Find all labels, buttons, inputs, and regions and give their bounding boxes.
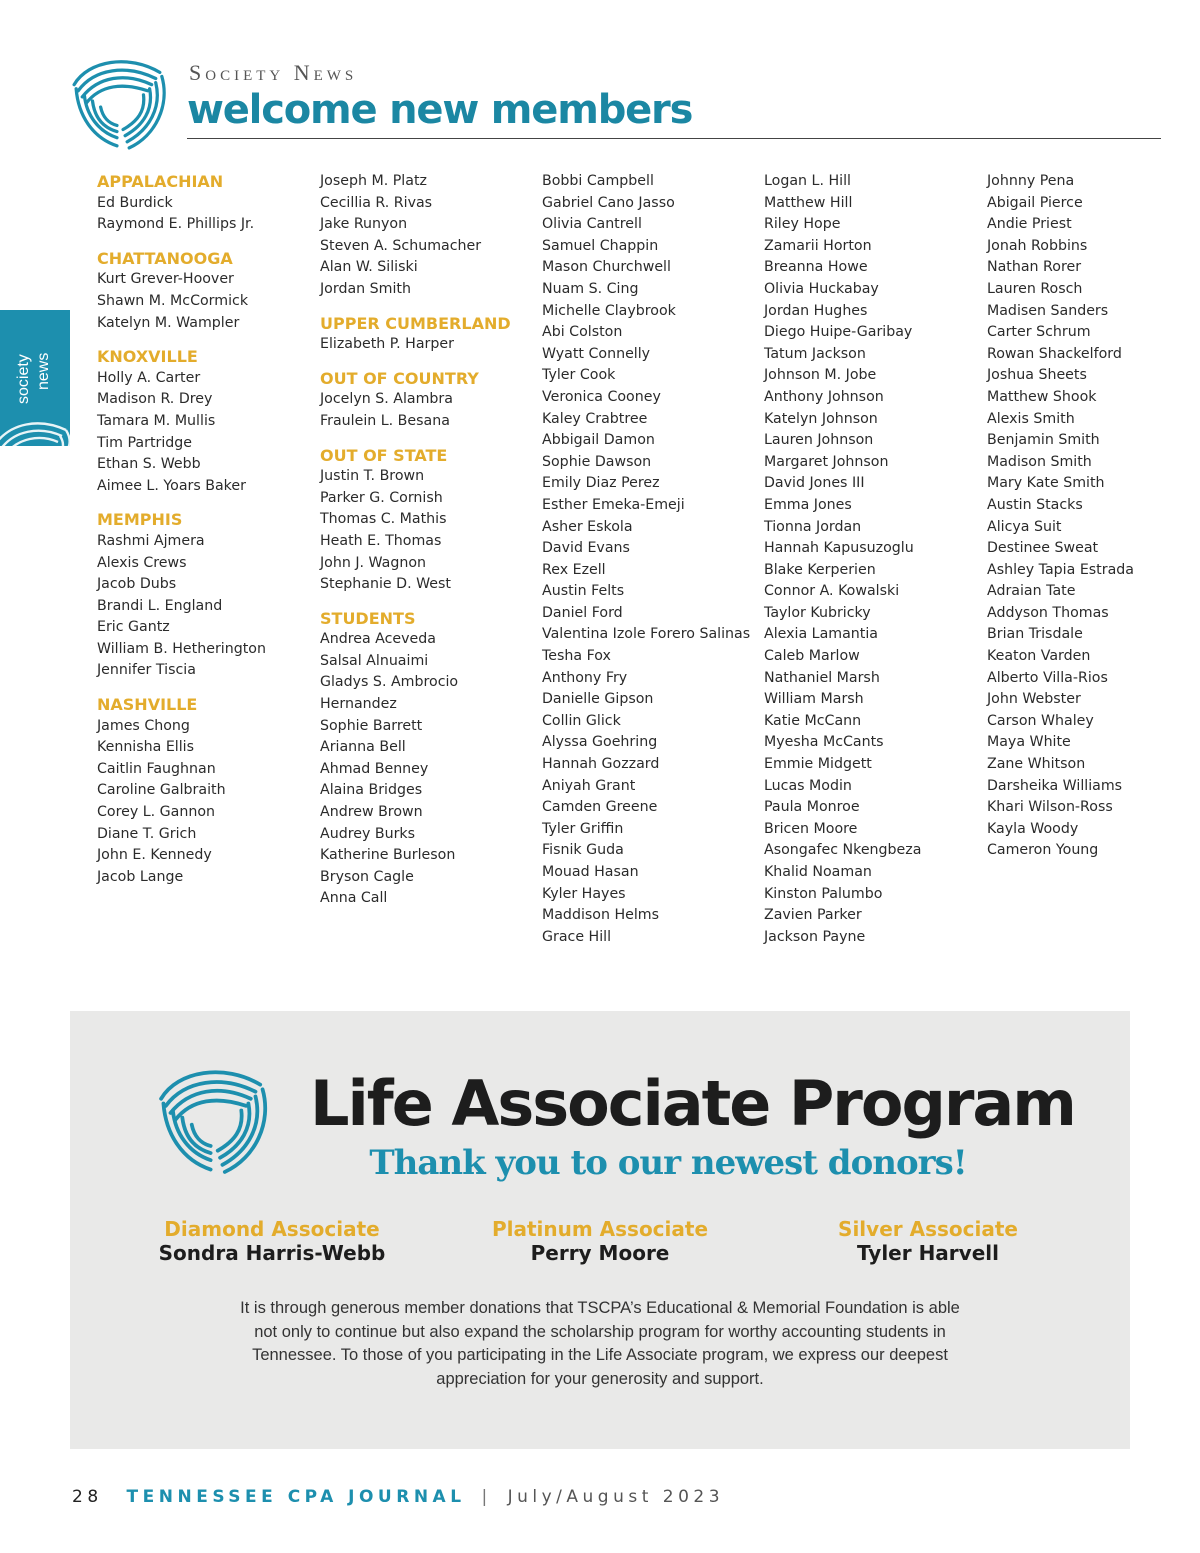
member-name: Valentina Izole Forero Salinas — [542, 626, 751, 643]
associate-diamond — [112, 1217, 432, 1265]
member-name: Gladys S. Ambrocio — [320, 674, 459, 691]
member-name: Collin Glick — [542, 712, 621, 729]
associate-name: Sondra Harris-Webb — [158, 1241, 386, 1265]
member-name: Heath E. Thomas — [320, 532, 442, 549]
member-name: Madison Smith — [987, 453, 1092, 470]
member-name: Lauren Rosch — [987, 280, 1083, 297]
member-name: Caleb Marlow — [764, 648, 860, 665]
member-name: Johnson M. Jobe — [764, 367, 877, 384]
associate-level: Silver Associate — [838, 1217, 1018, 1241]
page-footer — [72, 1487, 724, 1507]
page-number: 28 — [72, 1487, 103, 1507]
member-name: Cecillia R. Rivas — [320, 194, 433, 211]
member-name: Anna Call — [320, 890, 388, 907]
member-name: Nuam S. Cing — [542, 280, 639, 297]
member-name: Brandi L. England — [97, 597, 223, 614]
member-name: Ed Burdick — [97, 194, 173, 211]
member-name: Bryson Cagle — [320, 868, 414, 885]
member-column-3 — [542, 171, 757, 948]
group-heading: CHATTANOOGA — [97, 248, 233, 268]
member-name: Kurt Grever-Hoover — [97, 271, 234, 288]
journal-name: TENNESSEE CPA JOURNAL — [126, 1487, 466, 1507]
member-group — [987, 171, 1200, 862]
member-name: Anthony Fry — [542, 669, 628, 686]
member-name: Carter Schrum — [987, 324, 1091, 341]
member-name: Connor A. Kowalski — [764, 583, 900, 600]
member-name: Salsal Alnuaimi — [320, 652, 429, 669]
member-name: Zavien Parker — [764, 907, 862, 924]
member-name: Myesha McCants — [764, 734, 884, 751]
member-name: Zamarii Horton — [764, 237, 872, 254]
member-column-2 — [320, 171, 535, 910]
member-name: Sophie Barrett — [320, 717, 423, 734]
member-name: Justin T. Brown — [320, 468, 425, 485]
group-heading: KNOXVILLE — [97, 347, 198, 367]
life-associate-panel — [70, 1011, 1130, 1449]
member-name: Madisen Sanders — [987, 302, 1109, 319]
member-name: Maddison Helms — [542, 907, 660, 924]
member-name: Asongafec Nkengbeza — [764, 842, 922, 859]
member-name: Katelyn Johnson — [764, 410, 878, 427]
member-name: Kinston Palumbo — [764, 885, 883, 902]
member-name: Abigail Pierce — [987, 194, 1083, 211]
page-title: welcome new members — [187, 87, 693, 133]
member-name: Alexis Smith — [987, 410, 1075, 427]
member-column-1 — [97, 171, 312, 888]
member-name: John E. Kennedy — [97, 847, 212, 864]
member-name: Jordan Smith — [320, 280, 411, 297]
member-name: Asher Eskola — [542, 518, 633, 535]
member-name: Gabriel Cano Jasso — [542, 194, 675, 211]
member-name: David Jones III — [764, 475, 865, 492]
member-name: Katelyn M. Wampler — [97, 314, 240, 331]
member-name: Jonah Robbins — [987, 237, 1088, 254]
member-name: Zane Whitson — [987, 756, 1086, 773]
member-group — [320, 313, 535, 356]
appreciation-text: It is through generous member donations that TSCPA’s Educational & Memorial Foundation is able not only to continue but also expand the scholarship program for worthy accounting students in Tennessee. To those of you participating in the Life Associate program, we express our deepest appreciation for your generosity and support. — [240, 1299, 960, 1389]
issue-date: July/August 2023 — [507, 1487, 725, 1507]
member-name: Caitlin Faughnan — [97, 760, 216, 777]
group-heading: OUT OF STATE — [320, 445, 448, 465]
member-name: Margaret Johnson — [764, 453, 889, 470]
member-name: Logan L. Hill — [764, 173, 851, 189]
member-name: Matthew Shook — [987, 388, 1097, 405]
member-name: Lucas Modin — [764, 777, 852, 794]
member-name: Jacob Dubs — [97, 576, 177, 593]
member-name: Jordan Hughes — [764, 302, 868, 319]
member-name: Riley Hope — [764, 216, 841, 233]
section-kicker: Society News — [189, 60, 358, 85]
member-group — [542, 171, 757, 948]
member-name: Kyler Hayes — [542, 885, 626, 902]
member-name: Alexis Crews — [97, 554, 187, 571]
member-name: William B. Hetherington — [97, 640, 266, 657]
tscpa-logo-icon — [68, 54, 170, 152]
member-name: Kennisha Ellis — [97, 739, 195, 756]
member-name: Tesha Fox — [542, 648, 611, 665]
member-name: Ashley Tapia Estrada — [987, 561, 1134, 578]
lap-subtitle: Thank you to our newest donors! — [369, 1143, 967, 1183]
member-name: Maya White — [987, 734, 1071, 751]
member-name: Holly A. Carter — [97, 369, 201, 386]
member-name: Shawn M. McCormick — [97, 292, 249, 309]
member-name: Abbigail Damon — [542, 432, 655, 449]
group-heading: UPPER CUMBERLAND — [320, 313, 511, 333]
member-name: Jake Runyon — [320, 216, 408, 233]
member-name: Darsheika Williams — [987, 777, 1123, 794]
member-name: Tamara M. Mullis — [97, 412, 216, 429]
member-name: Mouad Hasan — [542, 864, 639, 880]
member-name: Michelle Claybrook — [542, 302, 676, 319]
member-name: Khalid Noaman — [764, 864, 872, 880]
member-group — [97, 171, 312, 236]
member-name: Tim Partridge — [97, 434, 193, 451]
member-name: Grace Hill — [542, 928, 612, 945]
member-name: Austin Stacks — [987, 496, 1083, 513]
member-name: Alan W. Siliski — [320, 259, 418, 276]
member-name: Andie Priest — [987, 216, 1072, 233]
member-name: Hannah Kapusuzoglu — [764, 540, 914, 557]
member-name: Ethan S. Webb — [97, 456, 201, 473]
member-name: Esther Emeka-Emeji — [542, 496, 685, 513]
member-name: Khari Wilson-Ross — [987, 799, 1113, 816]
member-group — [97, 509, 312, 682]
member-name: Lauren Johnson — [764, 432, 874, 449]
member-name: Nathan Rorer — [987, 259, 1082, 276]
member-name: Rowan Shackelford — [987, 345, 1122, 362]
member-group — [320, 171, 535, 301]
associate-level: Diamond Associate — [164, 1217, 380, 1241]
member-name: Sophie Dawson — [542, 453, 652, 470]
member-name: Veronica Cooney — [542, 388, 661, 405]
member-name: Mason Churchwell — [542, 259, 671, 276]
member-name: Katherine Burleson — [320, 847, 456, 864]
member-name: Diego Huipe-Garibay — [764, 324, 913, 341]
member-name: Alexia Lamantia — [764, 626, 878, 643]
member-name: Parker G. Cornish — [320, 489, 443, 506]
member-name: Destinee Sweat — [987, 540, 1099, 557]
member-name: Camden Greene — [542, 799, 658, 816]
member-name: Brian Trisdale — [987, 626, 1083, 643]
member-name: Katie McCann — [764, 712, 862, 729]
member-name: Jennifer Tiscia — [97, 662, 196, 679]
member-name: John J. Wagnon — [320, 554, 427, 571]
associate-level: Platinum Associate — [491, 1217, 709, 1241]
member-name: Taylor Kubricky — [764, 604, 871, 621]
member-name: John Webster — [987, 691, 1081, 708]
member-name: Tatum Jackson — [764, 345, 866, 362]
member-name: Arianna Bell — [320, 739, 406, 756]
member-name: Tyler Cook — [542, 367, 616, 384]
member-name: Bobbi Campbell — [542, 173, 654, 189]
member-name: Danielle Gipson — [542, 691, 654, 708]
member-name: William Marsh — [764, 691, 864, 708]
member-name: Adraian Tate — [987, 583, 1076, 600]
member-name: Alicya Suit — [987, 518, 1062, 535]
member-column-4 — [764, 171, 979, 948]
group-heading: APPALACHIAN — [97, 172, 224, 191]
member-name: Jackson Payne — [764, 928, 866, 945]
member-name: Ahmad Benney — [320, 760, 429, 777]
member-name: Audrey Burks — [320, 825, 416, 842]
member-name: Olivia Huckabay — [764, 280, 879, 297]
member-name: Olivia Cantrell — [542, 216, 642, 233]
member-name: Alberto Villa-Rios — [987, 669, 1108, 686]
member-name: Raymond E. Phillips Jr. — [97, 216, 255, 233]
member-name: Andrea Aceveda — [320, 631, 436, 648]
member-name: Rex Ezell — [542, 561, 606, 578]
member-name: Johnny Pena — [987, 173, 1075, 189]
member-name: Mary Kate Smith — [987, 475, 1105, 492]
member-name: Andrew Brown — [320, 804, 423, 821]
member-name: Abi Colston — [542, 324, 623, 341]
side-tab-label-society: society — [15, 354, 32, 404]
member-group — [97, 694, 312, 888]
member-name: Nathaniel Marsh — [764, 669, 880, 686]
side-tab-logo-icon — [0, 410, 70, 446]
member-name: Emmie Midgett — [764, 756, 872, 773]
member-name: Eric Gantz — [97, 619, 170, 636]
member-name: Emma Jones — [764, 496, 852, 513]
group-heading: MEMPHIS — [97, 510, 183, 530]
associate-silver — [768, 1217, 1088, 1265]
member-name: Madison R. Drey — [97, 391, 213, 408]
side-tab-label-news: news — [35, 352, 52, 390]
side-tab — [0, 310, 70, 446]
member-name: Rashmi Ajmera — [97, 532, 205, 549]
member-name: Samuel Chappin — [542, 237, 659, 254]
member-group — [320, 445, 535, 596]
member-name: Kaley Crabtree — [542, 410, 648, 427]
member-name: Bricen Moore — [764, 820, 858, 837]
member-group — [320, 608, 535, 910]
member-name: Benjamin Smith — [987, 432, 1100, 449]
member-name: Joshua Sheets — [987, 367, 1087, 384]
member-name: Cameron Young — [987, 842, 1099, 859]
associate-name: Perry Moore — [530, 1241, 670, 1265]
member-name: Jocelyn S. Alambra — [320, 391, 453, 408]
member-name: Corey L. Gannon — [97, 804, 216, 821]
group-heading: NASHVILLE — [97, 695, 198, 715]
member-name: Paula Monroe — [764, 799, 860, 816]
member-name: Keaton Varden — [987, 648, 1091, 665]
member-name: Fraulein L. Besana — [320, 412, 450, 429]
member-name: Hannah Gozzard — [542, 756, 660, 773]
member-name: Elizabeth P. Harper — [320, 336, 454, 353]
member-name: Aimee L. Yoars Baker — [97, 477, 246, 494]
member-name: Fisnik Guda — [542, 842, 624, 859]
member-name: Alaina Bridges — [320, 782, 423, 799]
member-name: Addyson Thomas — [987, 604, 1109, 621]
group-heading: STUDENTS — [320, 608, 416, 628]
member-name: Daniel Ford — [542, 604, 623, 621]
member-name: Steven A. Schumacher — [320, 237, 482, 254]
group-heading: OUT OF COUNTRY — [320, 368, 479, 388]
member-group — [97, 346, 312, 497]
member-name: Diane T. Grich — [97, 825, 197, 842]
member-name: Kayla Woody — [987, 820, 1079, 837]
associate-name: Tyler Harvell — [857, 1241, 999, 1265]
footer-separator: | — [481, 1487, 492, 1507]
member-name: Jacob Lange — [97, 868, 184, 885]
member-name: Joseph M. Platz — [320, 173, 427, 189]
member-name: Emily Diaz Perez — [542, 475, 660, 492]
member-name: Tionna Jordan — [764, 518, 862, 535]
member-group — [764, 171, 979, 948]
member-column-5 — [987, 171, 1200, 862]
member-name: Alyssa Goehring — [542, 734, 658, 751]
member-name: Thomas C. Mathis — [320, 511, 447, 528]
member-name: Caroline Galbraith — [97, 782, 226, 799]
member-name: David Evans — [542, 540, 630, 557]
member-name: Wyatt Connelly — [542, 345, 651, 362]
member-name: Austin Felts — [542, 583, 625, 600]
member-name: Blake Kerperien — [764, 561, 876, 578]
member-name: Hernandez — [320, 696, 397, 713]
member-group — [97, 248, 312, 334]
member-name: Stephanie D. West — [320, 576, 451, 593]
member-name: Tyler Griffin — [542, 820, 624, 837]
member-name: Aniyah Grant — [542, 777, 636, 794]
member-group — [320, 368, 535, 433]
member-name: James Chong — [97, 717, 190, 734]
lap-title: Life Associate Program — [310, 1067, 1075, 1140]
member-name: Breanna Howe — [764, 259, 868, 276]
member-name: Carson Whaley — [987, 712, 1094, 729]
member-name: Matthew Hill — [764, 194, 853, 211]
member-name: Anthony Johnson — [764, 388, 884, 405]
header-rule — [187, 138, 1161, 139]
associate-platinum — [440, 1217, 760, 1265]
